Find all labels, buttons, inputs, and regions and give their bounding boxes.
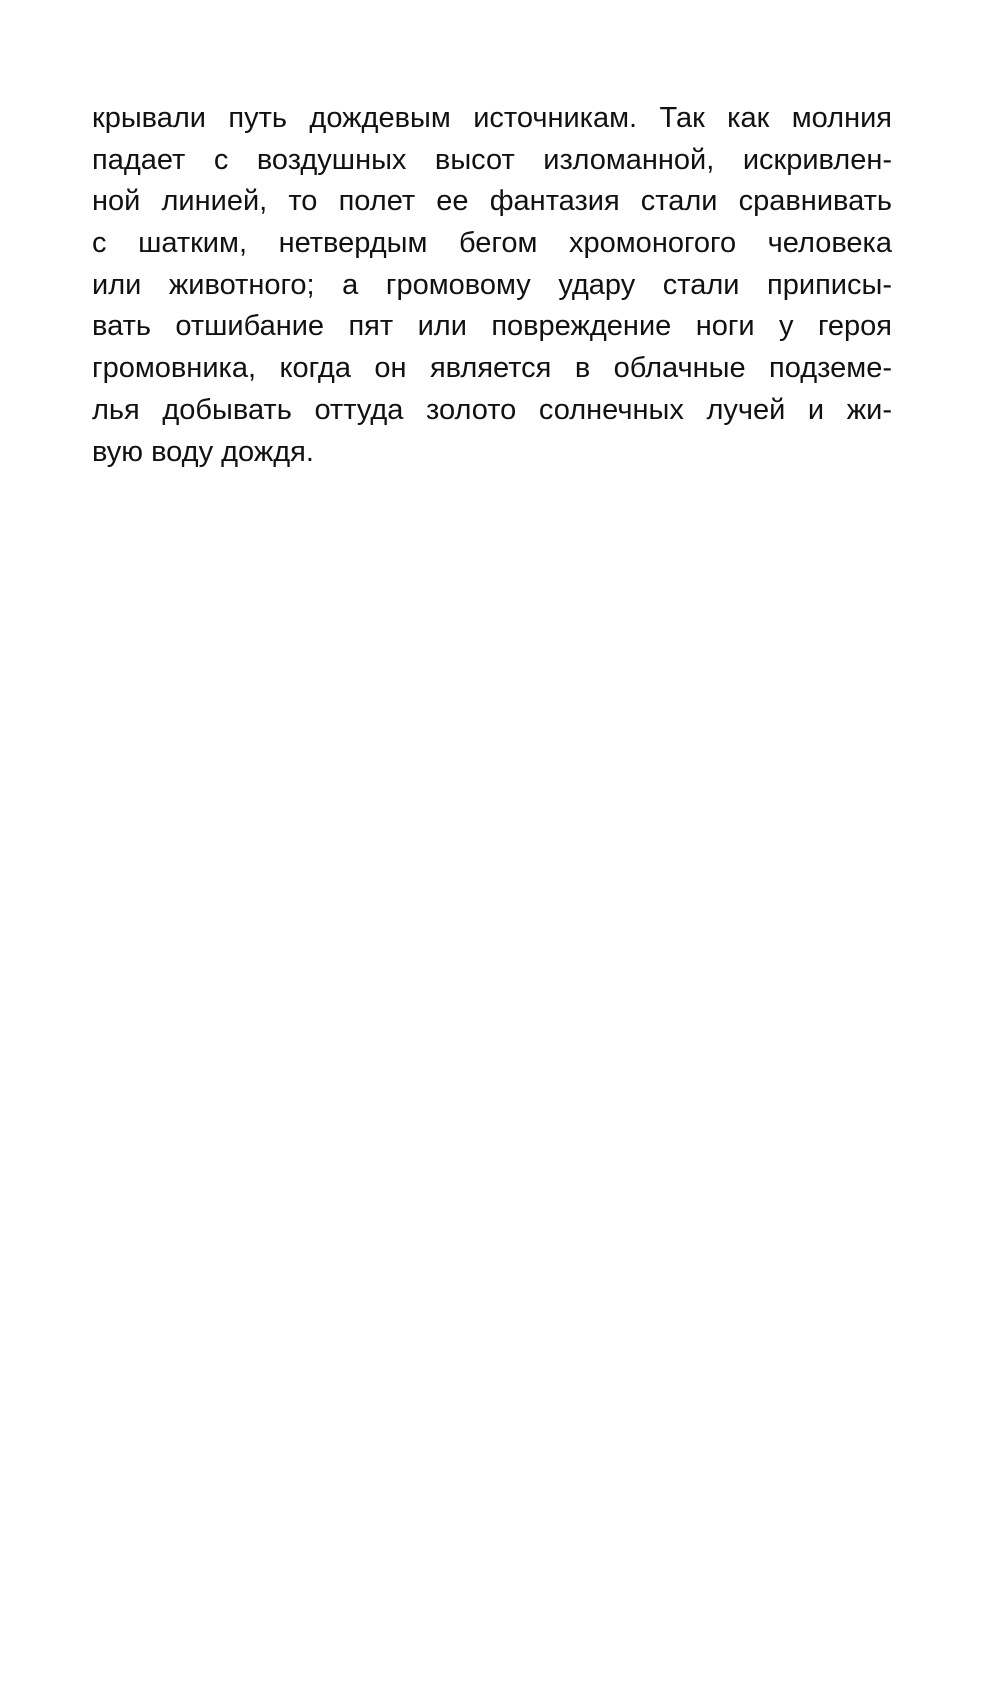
text-line: падает с воздушных высот изломанной, искривлен-	[92, 143, 892, 176]
text-line: с шатким, нетвердым бегом хромоногого человека	[92, 227, 892, 260]
text-line: или животного; а громовому удару стали приписы-	[92, 268, 892, 301]
text-line: лья добывать оттуда золото солнечных лучей и жи-	[92, 393, 892, 426]
body-text	[92, 98, 892, 473]
paragraph-1	[92, 98, 892, 473]
text-line: вую воду дождя.	[92, 435, 314, 468]
text-line: вать отшибание пят или повреждение ноги у героя	[92, 310, 892, 343]
text-line: ной линией, то полет ее фантазия стали сравнивать	[92, 185, 892, 218]
text-line: громовника, когда он является в облачные подземе-	[92, 352, 892, 385]
text-line: крывали путь дождевым источникам. Так как молния	[92, 102, 892, 134]
